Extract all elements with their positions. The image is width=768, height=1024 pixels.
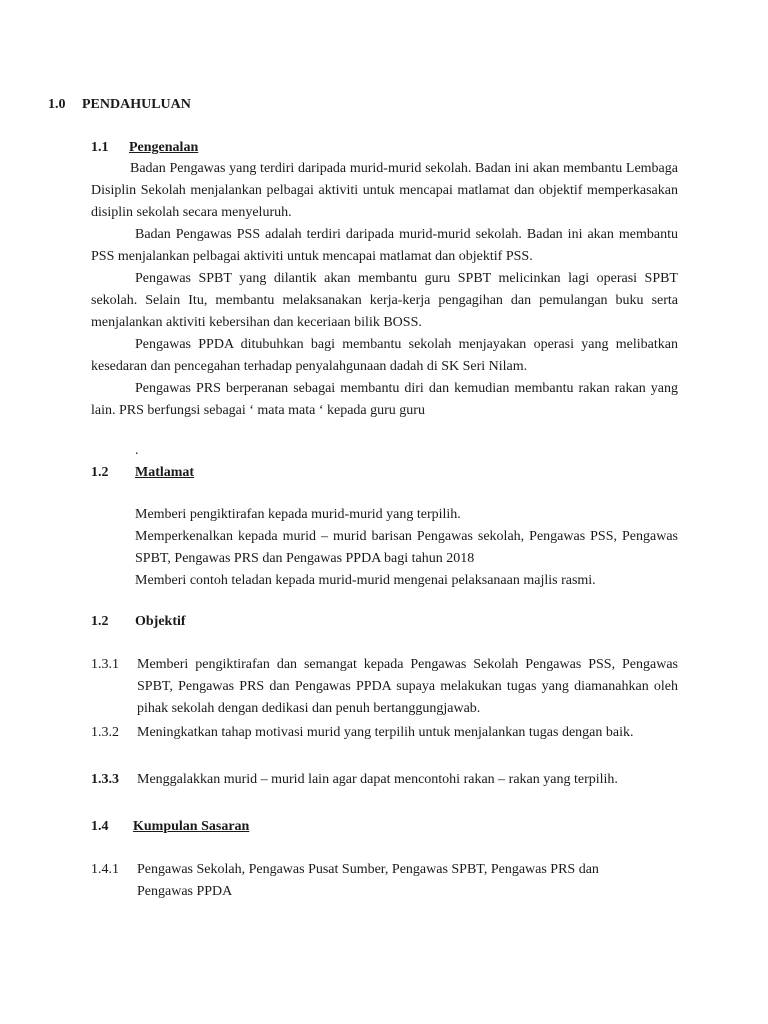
objektif-item-text: Menggalakkan murid – murid lain agar dapat mencontohi rakan – rakan yang terpilih. <box>137 772 618 787</box>
subsection-title-matlamat: Matlamat <box>135 465 195 480</box>
subsection-title-kumpulan-sasaran: Kumpulan Sasaran <box>133 819 250 834</box>
subsection-title-pengenalan: Pengenalan <box>129 140 199 155</box>
trailing-dot: . <box>135 443 139 458</box>
list-item: Memperkenalkan kepada murid – murid barisan Pengawas sekolah, Pengawas PSS, Pengawas SPBT, Pengawas PRS dan Pengawas PPDA bagi tahun 2018 <box>135 529 678 566</box>
subsection-number-1-1: 1.1 <box>91 140 109 155</box>
pengenalan-body <box>91 158 678 422</box>
section-number: 1.0 <box>48 97 66 112</box>
paragraph: Badan Pengawas yang terdiri daripada murid-murid sekolah. Badan ini akan membantu Lembaga Disiplin Sekolah menjalankan pelbagai aktiviti untuk mencapai matlamat dan objektif memperkasakan disiplin sekolah secara menyeluruh. <box>91 161 678 220</box>
paragraph: Pengawas PRS berperanan sebagai membantu diri dan kemudian membantu rakan rakan yang lain. PRS berfungsi sebagai ‘ mata mata ‘ kepada guru guru <box>91 381 678 418</box>
item-number-1-4-1: 1.4.1 <box>91 862 119 877</box>
list-item: Memberi pengiktirafan kepada murid-murid yang terpilih. <box>135 507 461 522</box>
item-number-1-3-1: 1.3.1 <box>91 657 119 672</box>
subsection-number-objektif: 1.2 <box>91 614 109 629</box>
section-title-pendahuluan: PENDAHULUAN <box>82 97 191 112</box>
paragraph: Badan Pengawas PSS adalah terdiri daripada murid-murid sekolah. Badan ini akan membantu PSS menjalankan pelbagai aktiviti untuk mencapai matlamat dan objektif PSS. <box>91 227 678 264</box>
paragraph: Pengawas SPBT yang dilantik akan membantu guru SPBT melicinkan lagi operasi SPBT sekolah. Selain Itu, membantu melaksanakan kerja-kerja pengagihan dan pemulangan buku serta menjalankan aktiviti kebersihan dan keceriaan bilik BOSS. <box>91 271 678 330</box>
subsection-number-1-4: 1.4 <box>91 819 109 834</box>
objektif-item-text: Memberi pengiktirafan dan semangat kepada Pengawas Sekolah Pengawas PSS, Pengawas SPBT, Pengawas PRS dan Pengawas PPDA supaya melakukan tugas yang diamanahkan oleh pihak sekolah dengan dedikasi dan penuh bertanggungjawab. <box>137 657 678 716</box>
objektif-item-text: Meningkatkan tahap motivasi murid yang terpilih untuk menjalankan tugas dengan baik. <box>137 725 634 740</box>
subsection-number-1-2: 1.2 <box>91 465 109 480</box>
sasaran-item-text: Pengawas Sekolah, Pengawas Pusat Sumber, Pengawas SPBT, Pengawas PRS dan Pengawas PPDA <box>137 862 599 899</box>
paragraph: Pengawas PPDA ditubuhkan bagi membantu sekolah menjayakan operasi yang melibatkan kesedaran dan pencegahan terhadap penyalahgunaan dadah di SK Seri Nilam. <box>91 337 678 374</box>
item-number-1-3-2: 1.3.2 <box>91 725 119 740</box>
item-number-1-3-3: 1.3.3 <box>91 772 119 787</box>
matlamat-list <box>135 504 678 592</box>
section-heading-1-0 <box>48 94 66 116</box>
subsection-title-objektif: Objektif <box>135 614 186 629</box>
list-item: Memberi contoh teladan kepada murid-murid mengenai pelaksanaan majlis rasmi. <box>135 573 596 588</box>
